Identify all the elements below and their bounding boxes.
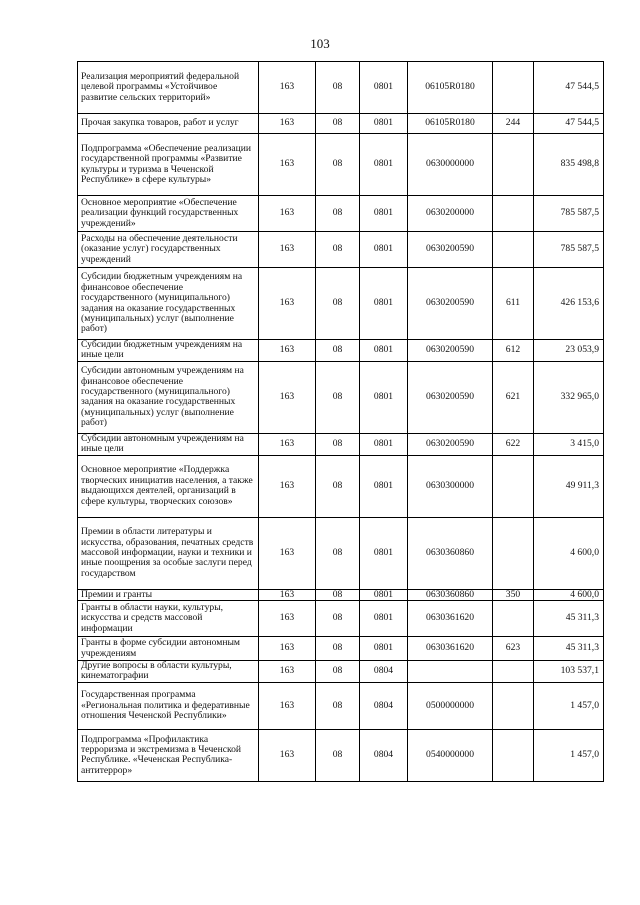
ministry-code: 163: [259, 232, 316, 268]
table-row: [78, 637, 604, 661]
table-row: [78, 340, 604, 362]
ministry-code: 163: [259, 682, 316, 729]
expense-type-code: 244: [493, 114, 534, 134]
expense-type-code: [493, 517, 534, 589]
table-row: [78, 232, 604, 268]
amount: 785 587,5: [534, 232, 604, 268]
subsection-code: 0801: [360, 340, 408, 362]
subsection-code: 0801: [360, 232, 408, 268]
expense-type-code: [493, 601, 534, 637]
expense-type-code: 611: [493, 268, 534, 340]
expense-type-code: [493, 134, 534, 196]
section-code: 08: [316, 637, 360, 661]
target-article-code: 0630200590: [408, 340, 493, 362]
amount: 47 544,5: [534, 114, 604, 134]
budget-table: [77, 61, 604, 782]
row-name: Основное мероприятие «Обеспечение реализации функций государственных учреждений»: [78, 196, 259, 232]
target-article-code: 0630200590: [408, 433, 493, 455]
subsection-code: 0804: [360, 729, 408, 781]
table-row: [78, 114, 604, 134]
amount: 103 537,1: [534, 661, 604, 683]
subsection-code: 0801: [360, 62, 408, 114]
subsection-code: 0804: [360, 682, 408, 729]
subsection-code: 0801: [360, 589, 408, 600]
subsection-code: 0801: [360, 517, 408, 589]
amount: 1 457,0: [534, 729, 604, 781]
target-article-code: 0500000000: [408, 682, 493, 729]
subsection-code: 0801: [360, 361, 408, 433]
table-row: [78, 134, 604, 196]
subsection-code: 0801: [360, 196, 408, 232]
expense-type-code: [493, 196, 534, 232]
ministry-code: 163: [259, 361, 316, 433]
amount: 45 311,3: [534, 637, 604, 661]
amount: 4 600,0: [534, 517, 604, 589]
amount: 4 600,0: [534, 589, 604, 600]
amount: 3 415,0: [534, 433, 604, 455]
section-code: 08: [316, 361, 360, 433]
expense-type-code: [493, 729, 534, 781]
amount: 23 053,9: [534, 340, 604, 362]
amount: 45 311,3: [534, 601, 604, 637]
expense-type-code: [493, 661, 534, 683]
ministry-code: 163: [259, 433, 316, 455]
expense-type-code: [493, 232, 534, 268]
row-name: Субсидии бюджетным учреждениям на иные цели: [78, 340, 259, 362]
amount: 332 965,0: [534, 361, 604, 433]
subsection-code: 0804: [360, 661, 408, 683]
amount: 426 153,6: [534, 268, 604, 340]
target-article-code: 0630360860: [408, 517, 493, 589]
amount: 47 544,5: [534, 62, 604, 114]
section-code: 08: [316, 196, 360, 232]
target-article-code: 0630361620: [408, 601, 493, 637]
ministry-code: 163: [259, 134, 316, 196]
amount: 49 911,3: [534, 455, 604, 517]
page-number: 103: [310, 36, 330, 51]
target-article-code: 0630200590: [408, 361, 493, 433]
subsection-code: 0801: [360, 134, 408, 196]
section-code: 08: [316, 682, 360, 729]
subsection-code: 0801: [360, 637, 408, 661]
section-code: 08: [316, 601, 360, 637]
table-row: [78, 589, 604, 600]
target-article-code: 0630200590: [408, 268, 493, 340]
ministry-code: 163: [259, 196, 316, 232]
table-row: [78, 517, 604, 589]
table-row: [78, 268, 604, 340]
ministry-code: 163: [259, 455, 316, 517]
target-article-code: 06105R0180: [408, 62, 493, 114]
table-row: [78, 661, 604, 683]
target-article-code: [408, 661, 493, 683]
expense-type-code: [493, 455, 534, 517]
expense-type-code: 612: [493, 340, 534, 362]
ministry-code: 163: [259, 601, 316, 637]
amount: 785 587,5: [534, 196, 604, 232]
subsection-code: 0801: [360, 433, 408, 455]
subsection-code: 0801: [360, 268, 408, 340]
row-name: Субсидии автономным учреждениям на финансовое обеспечение государственного (муниципального) задания на оказание государственных (муниципальных) услуг (выполнение работ): [78, 361, 259, 433]
table-row: [78, 601, 604, 637]
expense-type-code: 622: [493, 433, 534, 455]
row-name: Государственная программа «Региональная политика и федеративные отношения Чеченской Республики»: [78, 682, 259, 729]
table-row: [78, 455, 604, 517]
target-article-code: 0630360860: [408, 589, 493, 600]
table-row: [78, 433, 604, 455]
ministry-code: 163: [259, 729, 316, 781]
expense-type-code: [493, 682, 534, 729]
table-row: [78, 62, 604, 114]
subsection-code: 0801: [360, 114, 408, 134]
target-article-code: 0630200000: [408, 196, 493, 232]
table-row: [78, 196, 604, 232]
row-name: Прочая закупка товаров, работ и услуг: [78, 114, 259, 134]
row-name: Основное мероприятие «Поддержка творческих инициатив населения, а также выдающихся деятелей, организаций в сфере культуры, творческих союзов»: [78, 455, 259, 517]
section-code: 08: [316, 517, 360, 589]
section-code: 08: [316, 661, 360, 683]
row-name: Подпрограмма «Профилактика терроризма и экстремизма в Чеченской Республике. «Чеченская Республика-антитеррор»: [78, 729, 259, 781]
row-name: Премии и гранты: [78, 589, 259, 600]
ministry-code: 163: [259, 62, 316, 114]
row-name: Другие вопросы в области культуры, кинематографии: [78, 661, 259, 683]
row-name: Субсидии автономным учреждениям на иные цели: [78, 433, 259, 455]
expense-type-code: 350: [493, 589, 534, 600]
amount: 835 498,8: [534, 134, 604, 196]
expense-type-code: [493, 62, 534, 114]
target-article-code: 06105R0180: [408, 114, 493, 134]
ministry-code: 163: [259, 268, 316, 340]
expense-type-code: 621: [493, 361, 534, 433]
ministry-code: 163: [259, 517, 316, 589]
row-name: Субсидии бюджетным учреждениям на финансовое обеспечение государственного (муниципального) задания на оказание государственных (муниципальных) услуг (выполнение работ): [78, 268, 259, 340]
row-name: Гранты в области науки, культуры, искусства и средств массовой информации: [78, 601, 259, 637]
table-row: [78, 682, 604, 729]
section-code: 08: [316, 268, 360, 340]
row-name: Подпрограмма «Обеспечение реализации государственной программы «Развитие культуры и туризма в Чеченской Республике» в сфере культуры»: [78, 134, 259, 196]
table-row: [78, 361, 604, 433]
amount: 1 457,0: [534, 682, 604, 729]
subsection-code: 0801: [360, 601, 408, 637]
section-code: 08: [316, 455, 360, 517]
target-article-code: 0630200590: [408, 232, 493, 268]
row-name: Расходы на обеспечение деятельности (оказание услуг) государственных учреждений: [78, 232, 259, 268]
section-code: 08: [316, 62, 360, 114]
section-code: 08: [316, 589, 360, 600]
ministry-code: 163: [259, 661, 316, 683]
target-article-code: 0630300000: [408, 455, 493, 517]
section-code: 08: [316, 729, 360, 781]
ministry-code: 163: [259, 114, 316, 134]
section-code: 08: [316, 340, 360, 362]
target-article-code: 0630361620: [408, 637, 493, 661]
target-article-code: 0540000000: [408, 729, 493, 781]
section-code: 08: [316, 433, 360, 455]
row-name: Гранты в форме субсидии автономным учреждениям: [78, 637, 259, 661]
ministry-code: 163: [259, 637, 316, 661]
row-name: Реализация мероприятий федеральной целевой программы «Устойчивое развитие сельских территорий»: [78, 62, 259, 114]
subsection-code: 0801: [360, 455, 408, 517]
table-row: [78, 729, 604, 781]
section-code: 08: [316, 232, 360, 268]
ministry-code: 163: [259, 589, 316, 600]
section-code: 08: [316, 134, 360, 196]
ministry-code: 163: [259, 340, 316, 362]
expense-type-code: 623: [493, 637, 534, 661]
section-code: 08: [316, 114, 360, 134]
row-name: Премии в области литературы и искусства, образования, печатных средств массовой информации, науки и техники и иные поощрения за особые заслуги перед государством: [78, 517, 259, 589]
target-article-code: 0630000000: [408, 134, 493, 196]
table-body: [78, 62, 604, 782]
